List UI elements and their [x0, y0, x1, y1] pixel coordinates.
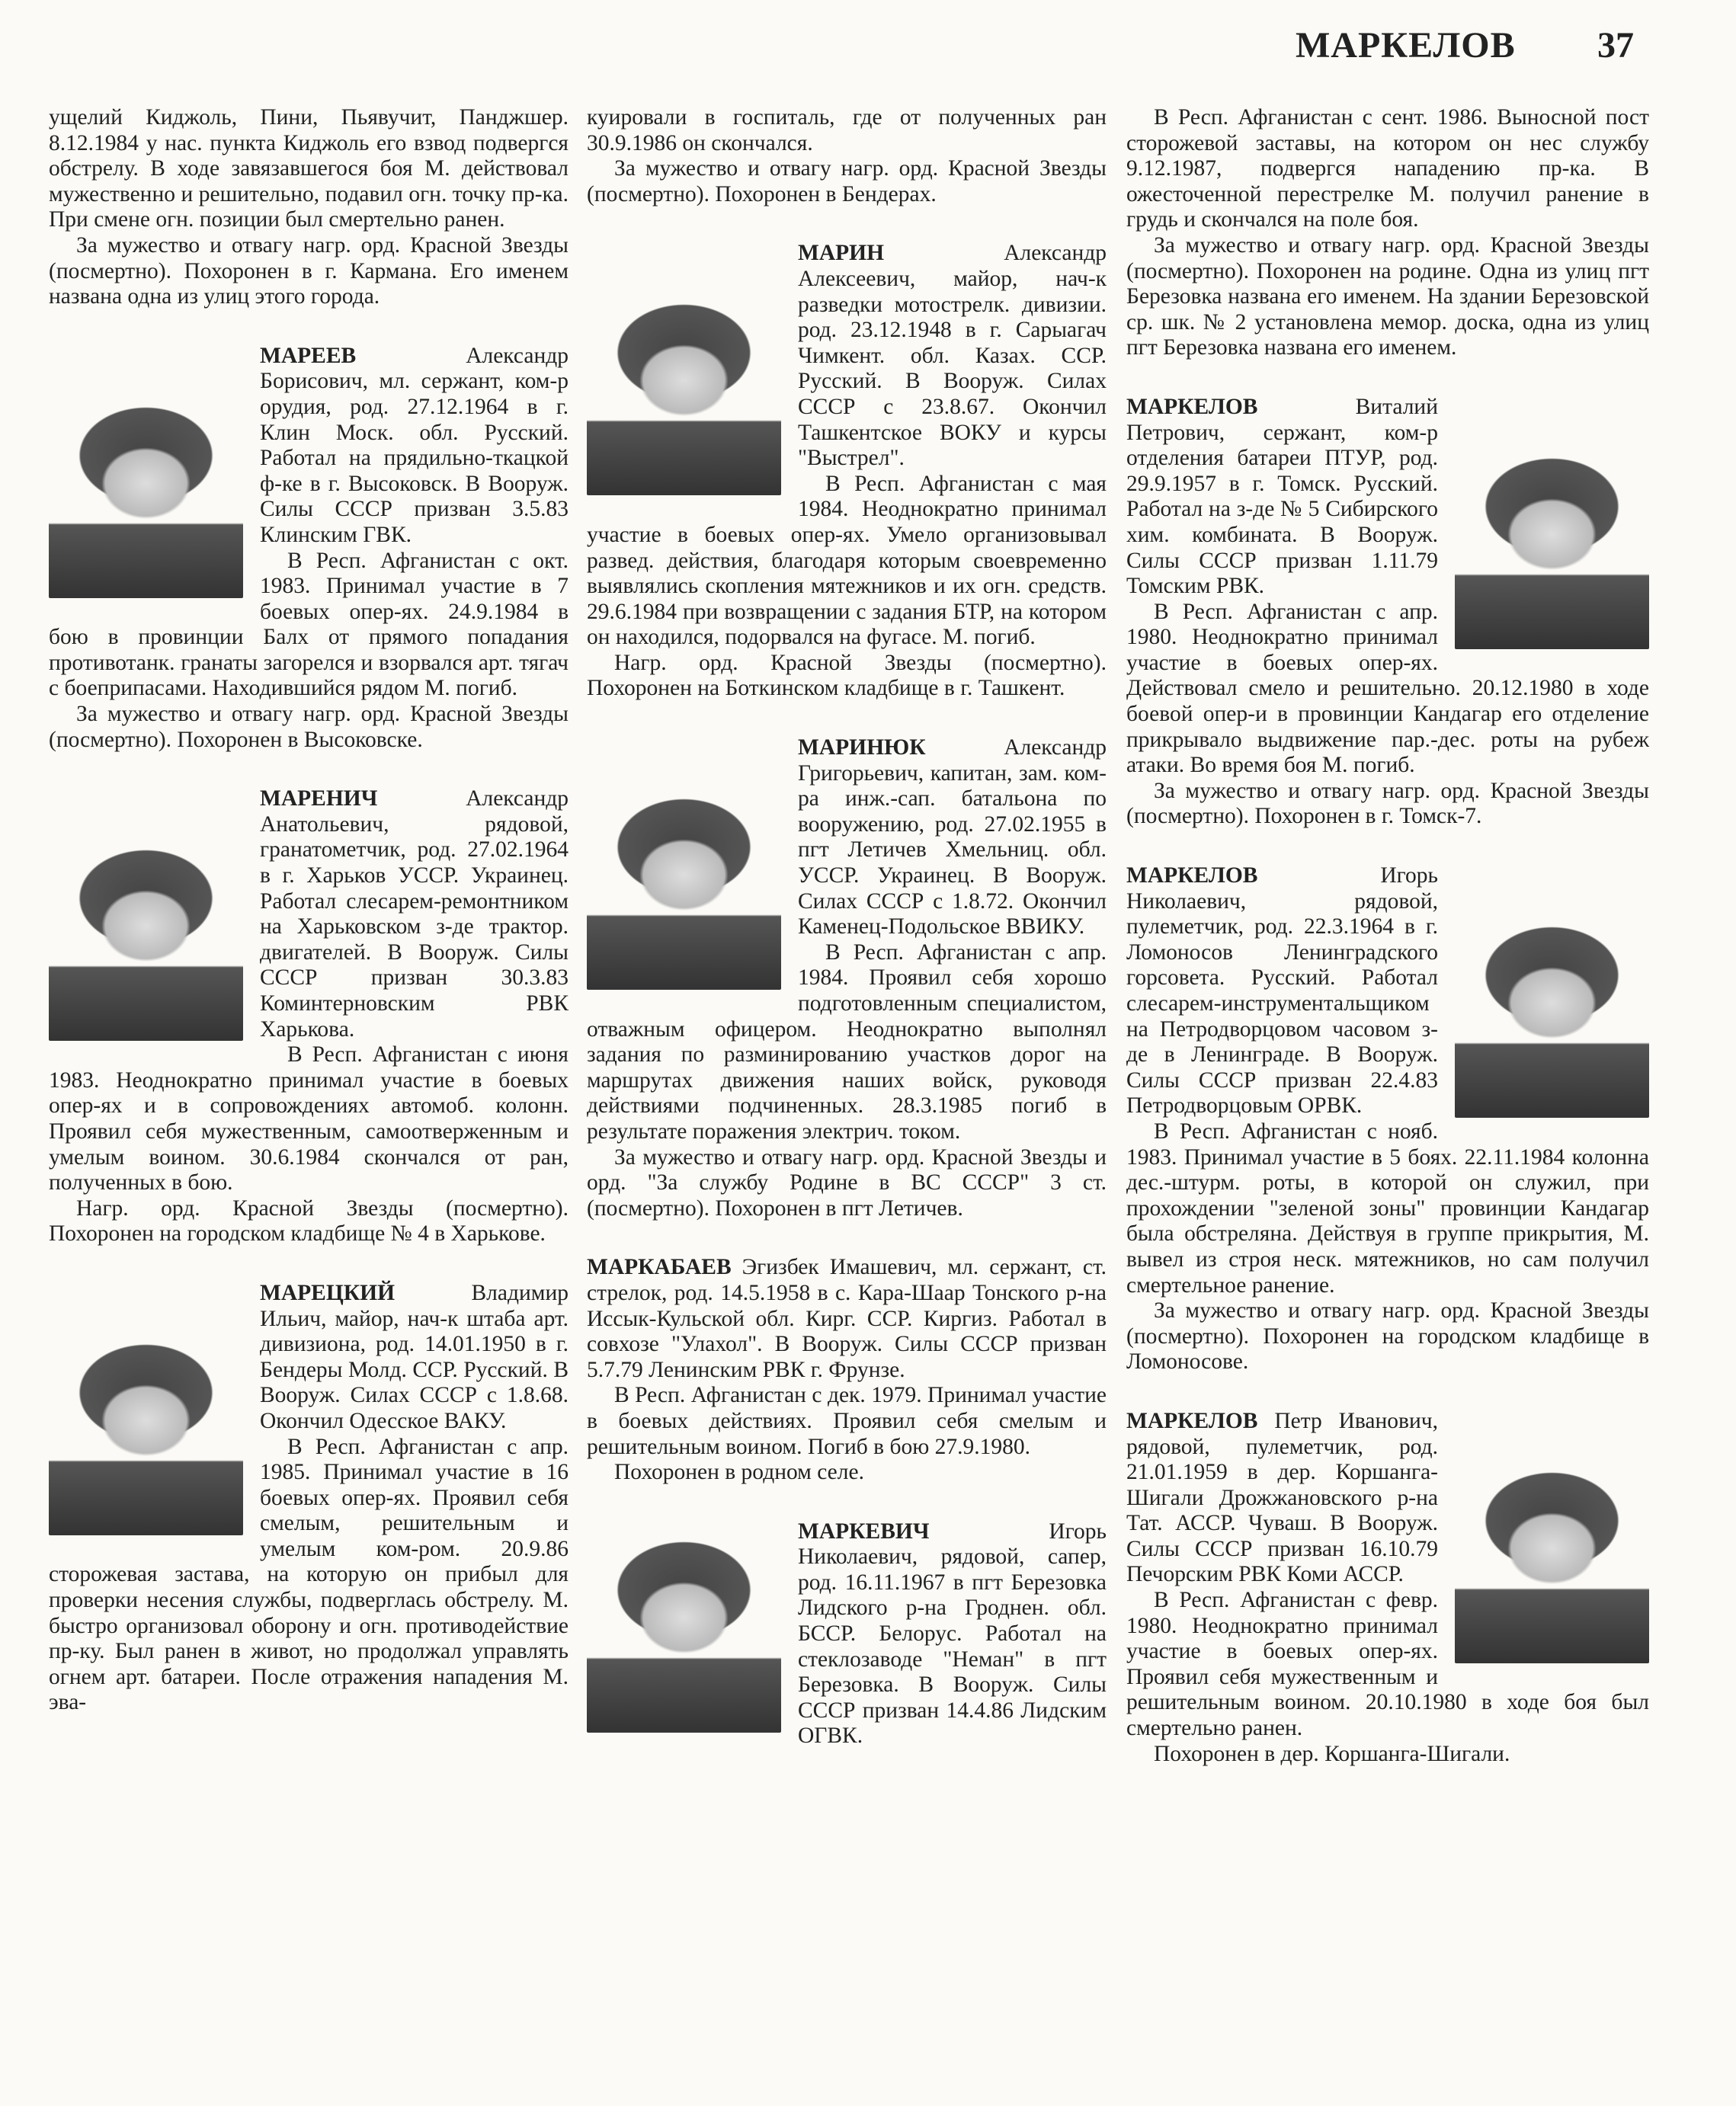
paragraph: За мужество и отвагу нагр. орд. Красной Звезды (посмертно). Похоронен в г. Кармана. Его именем названа одна из улиц этого города.: [49, 232, 569, 309]
entry-intro: Александр Борисович, мл. сержант, ком-р орудия, род. 27.12.1964 в г. Клин Моск. обл. Русский. Работал на прядильно-ткацкой ф-ке в г. Высоковск. В Вооруж. Силы СССР призван 3.5.83 Клинским ГВК.: [260, 343, 569, 547]
portrait-photo: [49, 843, 243, 1041]
paragraph: В Респ. Афганистан с апр. 1985. Принимал участие в 16 боевых опер-ях. Проявил себя смелым, решительным и умелым ком-ром. 20.9.86 сторожевая застава, на которую он прибыл для проверки несения службы, подверглась обстрелу. М. быстро организовал оборону и огн. противодействие пр-ку. Был ранен в живот, но продолжал управлять огнем арт. батареи. После отражения нападения М. эва-: [49, 1434, 569, 1715]
entry-intro: Петр Иванович, рядовой, пулеметчик, род. 21.01.1959 в дер. Коршанга-Шигали Дрожжановского р-на Тат. АССР. Чуваш. В Вооруж. Силы СССР призван 16.10.79 Печорским РВК Коми АССР.: [1126, 1408, 1438, 1587]
entry-continuation: [1126, 105, 1649, 361]
page-number: 37: [1597, 25, 1634, 66]
entry-continuation: [587, 105, 1107, 207]
entry-markelov-vitaly: [1126, 395, 1649, 830]
entry-maretsky: [49, 1281, 569, 1716]
entry-intro: Владимир Ильич, майор, нач-к штаба арт. дивизиона, род. 14.01.1950 в г. Бендеры Молд. ССР. Русский. В Вооруж. Силах СССР с 1.8.68. Окончил Одесское ВАКУ.: [260, 1280, 569, 1433]
entry-intro: Виталий Петрович, сержант, ком-р отделения батареи ПТУР, род. 29.9.1957 в г. Томск. Русский. Работал на з-де № 5 Сибирского хим. комбината. В Вооруж. Силы СССР призван 1.11.79 Томским РВК.: [1126, 394, 1438, 599]
column-3: [1126, 105, 1649, 1767]
paragraph: В Респ. Афганистан с июня 1983. Неоднократно принимал участие в боевых опер-ях и в сопровождениях автомоб. колонн. Проявил себя мужественным, самоотверженным и умелым воином. 30.6.1984 скончался от ран, полученных в бою.: [49, 1042, 569, 1195]
portrait-photo: [49, 1337, 243, 1535]
paragraph: В Респ. Афганистан с нояб. 1983. Принимал участие в 5 боях. 22.11.1984 колонна дес.-штурм. роты, в которой он служил, при прохождении "зеленой зоны" провинции Кандагар была обстреляна. Действуя в группе прикрытия, М. вывел из строя неск. мятежников, но сам получил смертельное ранение.: [1126, 1119, 1649, 1298]
paragraph: В Респ. Афганистан с дек. 1979. Принимал участие в боевых действиях. Проявил себя смелым и решительным воином. Погиб в бою 27.9.1980.: [587, 1383, 1107, 1459]
paragraph: За мужество и отвагу нагр. орд. Красной Звезды (посмертно). Похоронен в Бендерах.: [587, 156, 1107, 206]
paragraph: Нагр. орд. Красной Звезды (посмертно). Похоронен на Боткинском кладбище в г. Ташкент.: [587, 650, 1107, 701]
paragraph: За мужество и отвагу нагр. орд. Красной Звезды (посмертно). Похоронен в г. Томск-7.: [1126, 778, 1649, 829]
entry-markabaev: [587, 1255, 1107, 1485]
paragraph: За мужество и отвагу нагр. орд. Красной Звезды и орд. "За службу Родине в ВС СССР" 3 ст. (посмертно). Похоронен в пгт Летичев.: [587, 1144, 1107, 1221]
entry-marin: [587, 241, 1107, 702]
surname: МАРКЕЛОВ: [1126, 863, 1258, 888]
paragraph: За мужество и отвагу нагр. орд. Красной Звезды (посмертно). Похоронен на городском кладбище в Ломоносове.: [1126, 1298, 1649, 1375]
paragraph: В Респ. Афганистан с мая 1984. Неоднократно принимал участие в боевых опер-ях. Умело организовывал развед. действия, благодаря которым своевременно выявлялись скопления мятежников и их огн. средств. 29.6.1984 при возвращении с задания БТР, на котором он находился, подорвался на фугасе. М. погиб.: [587, 471, 1107, 650]
surname: МАРКЕЛОВ: [1126, 1408, 1258, 1433]
surname: МАРЕНИЧ: [260, 786, 378, 811]
portrait-photo: [587, 297, 781, 495]
entry-marinyuk: [587, 735, 1107, 1221]
column-2: [587, 105, 1107, 1749]
paragraph: ущелий Киджоль, Пини, Пьявучит, Панджшер. 8.12.1984 у нас. пункта Киджоль его взвод подвергся обстрелу. В ходе завязавшегося боя М. действовал мужественно и решительно, подавил огн. точку пр-ка. При смене огн. позиции был смертельно ранен.: [49, 105, 569, 232]
paragraph: В Респ. Афганистан с сент. 1986. Выносной пост сторожевой заставы, на котором он нес службу 9.12.1987, подвергся нападению пр-ка. В ожесточенной перестрелке М. получил ранение в грудь и скончался на поле боя.: [1126, 105, 1649, 232]
entry-markevich: [587, 1519, 1107, 1749]
portrait-photo: [1455, 920, 1649, 1118]
paragraph: Похоронен в дер. Коршанга-Шигали.: [1154, 1741, 1510, 1766]
paragraph: За мужество и отвагу нагр. орд. Красной Звезды (посмертно). Похоронен на родине. Одна из улиц пгт Березовка названа его именем. На здании Березовской ср. шк. № 2 установлена мемор. доска, одна из улиц пгт Березовка названа его именем.: [1126, 232, 1649, 360]
paragraph: Нагр. орд. Красной Звезды (посмертно). Похоронен на городском кладбище № 4 в Харькове.: [49, 1195, 569, 1247]
portrait-photo: [1455, 1465, 1649, 1663]
paragraph: За мужество и отвагу нагр. орд. Красной Звезды (посмертно). Похоронен в Высоковске.: [49, 702, 569, 752]
entry-intro: Александр Анатольевич, рядовой, гранатометчик, род. 27.02.1964 в г. Харьков УССР. Украинец. Работал слесарем-ремонтником на Харьковском з-де трактор. двигателей. В Вооруж. Силы СССР призван 30.3.83 Коминтерновским РВК Харькова.: [260, 786, 569, 1042]
column-1: [49, 105, 569, 1716]
paragraph: В Респ. Афганистан с окт. 1983. Принимал участие в 7 боевых опер-ях. 24.9.1984 в бою в провинции Балх от прямого попадания противотанк. гранаты загорелся и взорвался арт. тягач с боеприпасами. Находившийся рядом М. погиб.: [49, 548, 569, 701]
paragraph: куировали в госпиталь, где от полученных ран 30.9.1986 он скончался.: [587, 105, 1107, 155]
portrait-photo: [1455, 451, 1649, 649]
entry-intro: Александр Алексеевич, майор, нач-к разведки мотострелк. дивизии. род. 23.12.1948 в г. Сарыагач Чимкент. обл. Казах. ССР. Русский. В Вооруж. Силах СССР с 23.8.67. Окончил Ташкентское ВОКУ и курсы "Выстрел".: [798, 241, 1107, 471]
portrait-photo: [587, 792, 781, 990]
entry-intro: Игорь Николаевич, рядовой, пулеметчик, род. 22.3.1964 в г. Ломоносов Ленинградского горсовета. Русский. Работал слесарем-инструментальщиком на Петродворцовом часовом з-де в Ленинграде. В Вооруж. Силы СССР призван 22.4.83 Петродворцовым ОРВК.: [1126, 863, 1438, 1119]
paragraph: В Респ. Афганистан с апр. 1984. Проявил себя хорошо подготовленным специалистом, отважным офицером. Неоднократно выполнял задания по разминированию участков дорог на маршрутах движения наших войск, руководя действиями подчиненных. 28.3.1985 погиб в результате поражения электрич. током.: [587, 939, 1107, 1144]
entry-markelov-petr: [1126, 1409, 1649, 1767]
surname: МАРКЕВИЧ: [798, 1519, 930, 1544]
paragraph: В Респ. Афганистан с апр. 1980. Неоднократно принимал участие в боевых опер-ях. Действовал смело и решительно. 20.12.1980 в ходе боевой опер-и в провинции Кандагар его отделение прикрывало выдвижение пар.-дес. роты на рубеж атаки. Во время боя М. погиб.: [1126, 599, 1649, 778]
paragraph: Похоронен в родном селе.: [614, 1460, 864, 1485]
portrait-photo: [587, 1535, 781, 1733]
surname: МАРЕЦКИЙ: [260, 1280, 396, 1305]
entry-mareev: [49, 344, 569, 754]
entry-intro: Игорь Николаевич, рядовой, сапер, род. 16.11.1967 в пгт Березовка Лидского р-на Гроднен. обл. БССР. Белорус. Работал на стеклозаводе "Неман" в пгт Березовка. В Вооруж. Силы СССР призван 14.4.86 Лидским ОГВК.: [798, 1519, 1107, 1749]
paragraph: В Респ. Афганистан с февр. 1980. Неоднократно принимал участие в боевых опер-ях. Проявил себя мужественным и решительным воином. 20.10.1980 в ходе боя был смертельно ранен.: [1126, 1588, 1649, 1741]
entry-heading: [587, 1255, 1107, 1383]
portrait-photo: [49, 400, 243, 598]
entry-intro: Эгизбек Имашевич, мл. сержант, ст. стрелок, род. 14.5.1958 в с. Кара-Шаар Тонского р-на Иссык-Кульской обл. Кирг. ССР. Киргиз. Работал в совхозе "Улахол". В Вооруж. Силы СССР призван 5.7.79 Ленинским РВК г. Фрунзе.: [587, 1255, 1107, 1382]
surname: МАРИНЮК: [798, 735, 926, 760]
surname: МАРЕЕВ: [260, 343, 357, 368]
running-header: [0, 24, 1736, 78]
entry-intro: Александр Григорьевич, капитан, зам. ком-ра инж.-сап. батальона по вооружению, род. 27.02.1955 в пгт Летичев Хмельниц. обл. УССР. Украинец. В Вооруж. Силах СССР с 1.8.72. Окончил Каменец-Подольское ВВИКУ.: [798, 735, 1107, 939]
entry-marenich: [49, 786, 569, 1247]
surname: МАРКАБАЕВ: [587, 1255, 732, 1280]
surname: МАРКЕЛОВ: [1126, 394, 1258, 419]
running-title: МАРКЕЛОВ: [1296, 25, 1516, 66]
entry-markelov-igor: [1126, 863, 1649, 1375]
entry-continuation: [49, 105, 569, 310]
surname: МАРИН: [798, 241, 885, 266]
